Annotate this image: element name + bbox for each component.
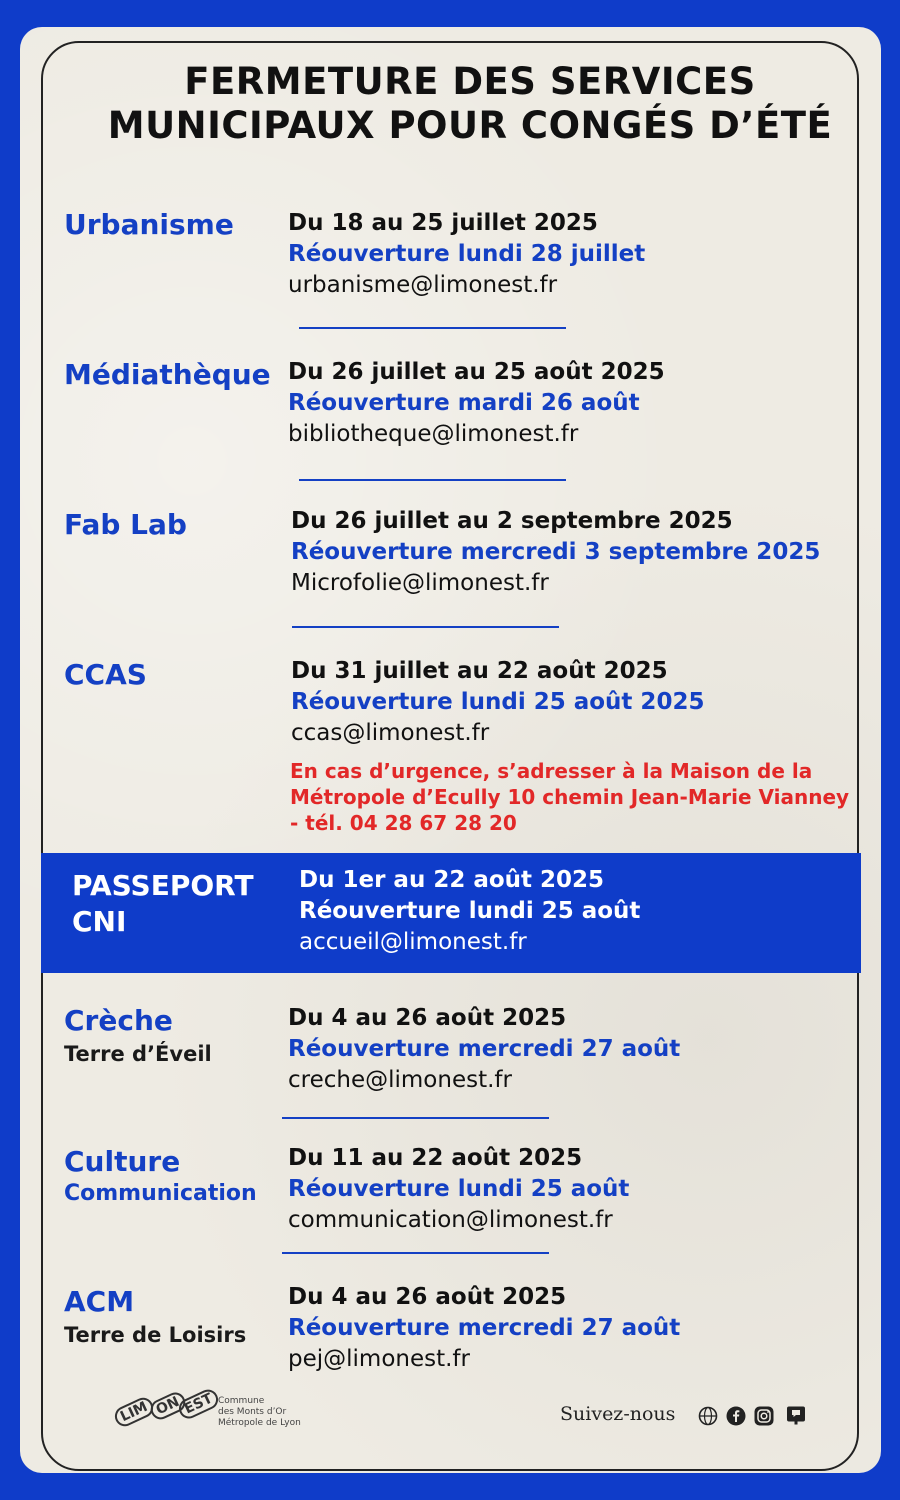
dates-acm: Du 4 au 26 août 2025 — [288, 1284, 567, 1310]
urgent-notice-ccas: En cas d’urgence, s’adresser à la Maison de la Métropole d’Ecully 10 chemin Jean-Marie Vianney - tél. 04 28 67 28 20 — [290, 759, 850, 835]
logo-caption-line1: Commune — [218, 1396, 265, 1406]
logo-part-on: ON — [147, 1389, 188, 1422]
reopen-creche: Réouverture mercredi 27 août — [288, 1036, 681, 1062]
section-sub-acm: Terre de Loisirs — [64, 1323, 247, 1347]
reopen-culture: Réouverture lundi 25 août — [288, 1176, 630, 1202]
reopen-mediatheque: Réouverture mardi 26 août — [288, 390, 640, 416]
reopen-ccas: Réouverture lundi 25 août 2025 — [291, 689, 705, 715]
reopen-fablab: Réouverture mercredi 3 septembre 2025 — [291, 539, 821, 565]
passport-band — [41, 853, 861, 973]
section-name-mediatheque: Médiathèque — [64, 358, 271, 391]
email-fablab[interactable]: Microfolie@limonest.fr — [291, 570, 549, 596]
dates-creche: Du 4 au 26 août 2025 — [288, 1005, 567, 1031]
section-name-acm: ACM — [64, 1285, 135, 1318]
instagram-icon[interactable] — [754, 1406, 774, 1426]
email-mediatheque[interactable]: bibliotheque@limonest.fr — [288, 421, 579, 447]
reopen-passeport: Réouverture lundi 25 août — [299, 898, 641, 924]
logo-caption-line2: des Monts d’Or — [218, 1407, 287, 1417]
section-name-fablab: Fab Lab — [64, 508, 187, 541]
section-sub-culture: Communication — [64, 1181, 257, 1206]
section-name-culture: Culture — [64, 1145, 181, 1178]
globe-icon[interactable] — [698, 1406, 718, 1426]
reopen-urbanisme: Réouverture lundi 28 juillet — [288, 241, 646, 267]
email-urbanisme[interactable]: urbanisme@limonest.fr — [288, 272, 558, 298]
follow-us-label: Suivez-nous — [560, 1403, 676, 1425]
logo-caption-line3: Métropole de Lyon — [218, 1418, 301, 1428]
section-name-ccas: CCAS — [64, 658, 147, 691]
dates-urbanisme: Du 18 au 25 juillet 2025 — [288, 210, 598, 236]
email-acm[interactable]: pej@limonest.fr — [288, 1346, 470, 1372]
section-name-urbanisme: Urbanisme — [64, 208, 234, 241]
dates-culture: Du 11 au 22 août 2025 — [288, 1145, 583, 1171]
email-creche[interactable]: creche@limonest.fr — [288, 1067, 512, 1093]
section-name-passeport: PASSEPORT — [72, 869, 254, 902]
email-passeport[interactable]: accueil@limonest.fr — [299, 929, 527, 955]
divider — [299, 479, 566, 481]
email-ccas[interactable]: ccas@limonest.fr — [291, 720, 490, 746]
page-title-line2: MUNICIPAUX POUR CONGÉS D’ÉTÉ — [107, 104, 833, 147]
divider — [299, 327, 566, 329]
email-culture[interactable]: communication@limonest.fr — [288, 1207, 613, 1233]
logo-part-lim: LIM — [112, 1394, 157, 1429]
section-name-creche: Crèche — [64, 1004, 173, 1037]
dates-mediatheque: Du 26 juillet au 25 août 2025 — [288, 359, 665, 385]
limonest-logo — [110, 1388, 310, 1436]
divider — [282, 1117, 549, 1119]
divider — [282, 1252, 549, 1254]
reopen-acm: Réouverture mercredi 27 août — [288, 1315, 681, 1341]
logo-part-est: EST — [176, 1386, 222, 1422]
facebook-icon[interactable] — [726, 1406, 746, 1426]
section-name-cni: CNI — [72, 905, 127, 938]
dates-fablab: Du 26 juillet au 2 septembre 2025 — [291, 508, 733, 534]
app-icon[interactable] — [786, 1406, 806, 1426]
dates-ccas: Du 31 juillet au 22 août 2025 — [291, 658, 668, 684]
divider — [292, 626, 559, 628]
logo-caption — [218, 1396, 301, 1429]
section-sub-creche: Terre d’Éveil — [64, 1042, 212, 1066]
page-title-line1: FERMETURE DES SERVICES — [184, 60, 756, 103]
dates-passeport: Du 1er au 22 août 2025 — [299, 867, 605, 893]
